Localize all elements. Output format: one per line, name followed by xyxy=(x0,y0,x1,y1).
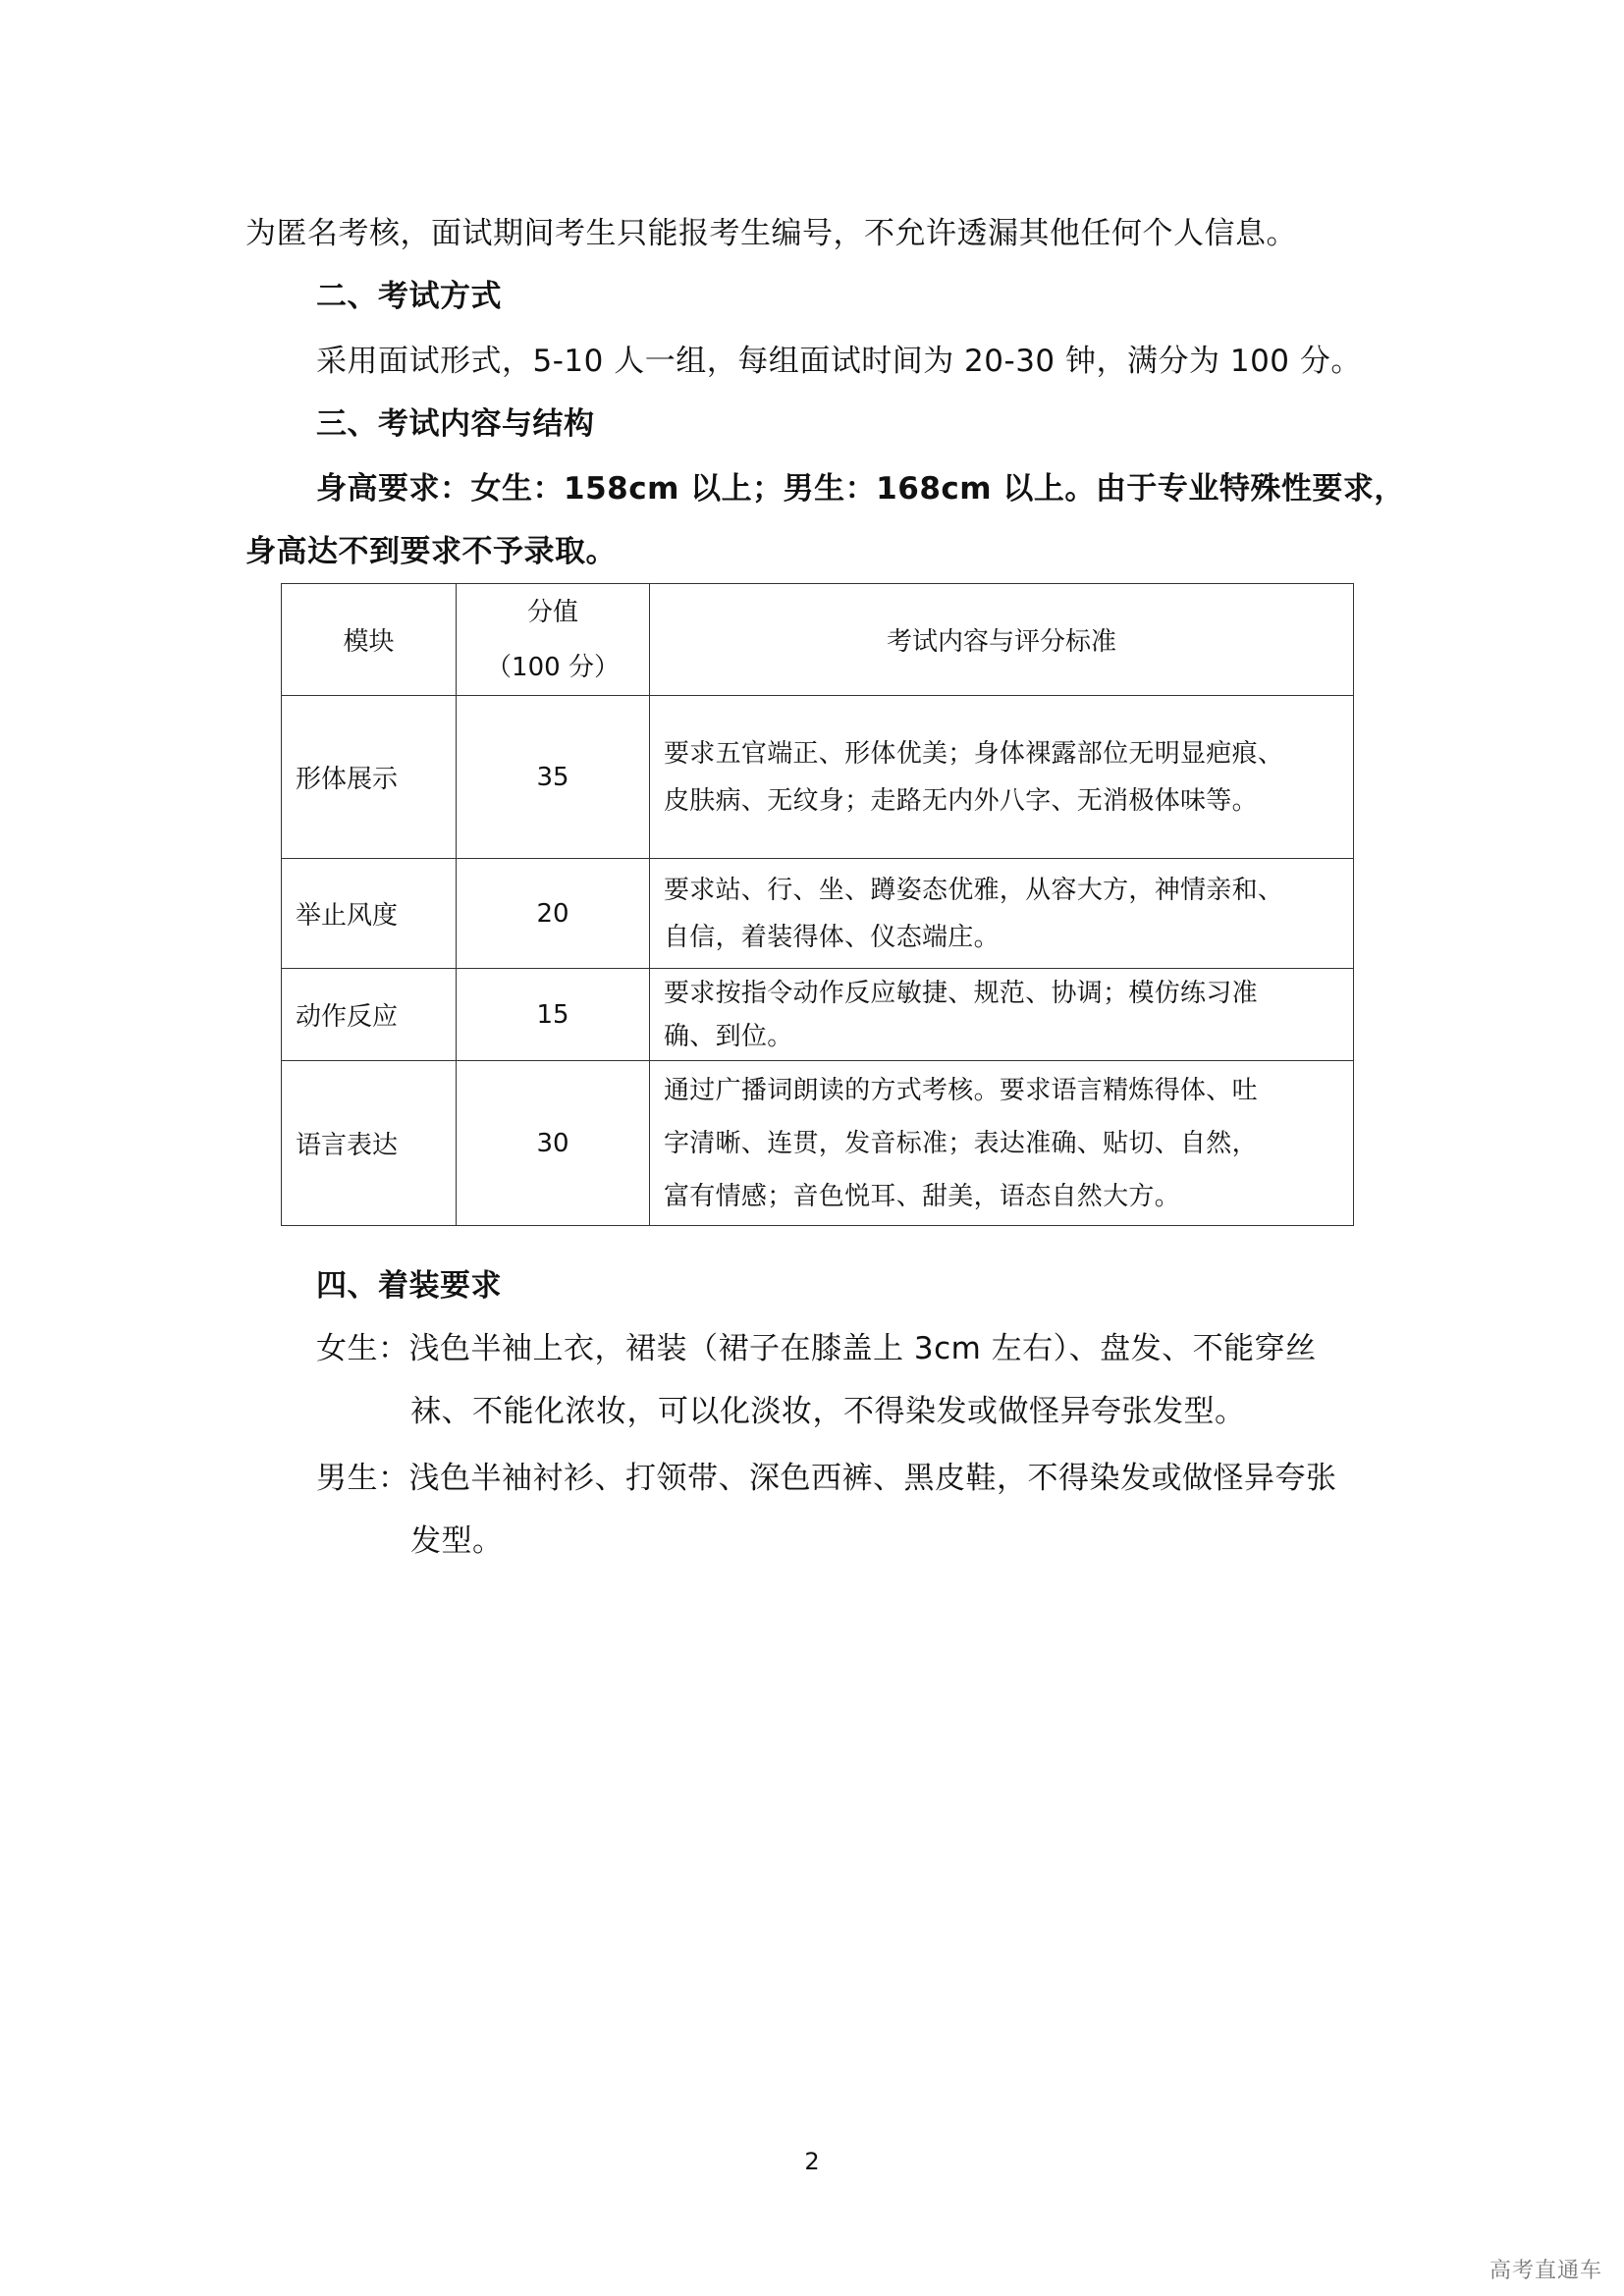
row-module: 形体展示 xyxy=(282,696,457,859)
row-content-line: 确、到位。 xyxy=(664,1021,793,1051)
exam-method-paragraph: 采用面试形式，5-10 人一组，每组面试时间为 20-30 钟，满分为 100 分。 xyxy=(316,344,1362,379)
header-score-total: （100 分） xyxy=(486,652,620,682)
row-content-line: 富有情感；音色悦耳、甜美，语态自然大方。 xyxy=(664,1181,1181,1211)
section-heading-exam-content: 三、考试内容与结构 xyxy=(316,406,595,442)
row-content-line: 皮肤病、无纹身；走路无内外八字、无消极体味等。 xyxy=(664,785,1258,816)
row-module: 举止风度 xyxy=(282,859,457,969)
row-score: 15 xyxy=(457,969,650,1061)
table-row xyxy=(282,696,1354,859)
watermark-text: 高考直通车 xyxy=(1489,2259,1602,2283)
row-score: 20 xyxy=(457,859,650,969)
row-score: 35 xyxy=(457,696,650,859)
row-score: 30 xyxy=(457,1061,650,1226)
row-content xyxy=(650,969,1354,1061)
row-content-line: 自信，着装得体、仪态端庄。 xyxy=(664,922,1000,952)
row-content-line: 要求按指令动作反应敏捷、规范、协调；模仿练习准 xyxy=(664,978,1258,1008)
height-requirement-line1: 身高要求：女生：158cm 以上；男生：168cm 以上。由于专业特殊性要求， xyxy=(316,471,1405,507)
row-content-line: 要求站、行、坐、蹲姿态优雅，从容大方，神情亲和、 xyxy=(664,875,1284,905)
header-content: 考试内容与评分标准 xyxy=(650,584,1354,696)
row-content xyxy=(650,1061,1354,1226)
table-row xyxy=(282,859,1354,969)
row-content-line: 要求五官端正、形体优美；身体裸露部位无明显疤痕、 xyxy=(664,738,1284,769)
scoring-table xyxy=(281,583,1354,1226)
header-score xyxy=(457,584,650,696)
intro-paragraph-line: 为匿名考核，面试期间考生只能报考生编号，不允许透漏其他任何个人信息。 xyxy=(245,216,1297,251)
header-score-label: 分值 xyxy=(526,597,578,627)
row-content xyxy=(650,696,1354,859)
page-number: 2 xyxy=(804,2148,820,2175)
table-header-row xyxy=(282,584,1354,696)
dress-code-male-line1: 男生：浅色半袖衬衫、打领带、深色西裤、黑皮鞋，不得染发或做怪异夸张 xyxy=(316,1461,1337,1496)
section-heading-exam-method: 二、考试方式 xyxy=(316,279,502,314)
row-content-line: 通过广播词朗读的方式考核。要求语言精炼得体、吐 xyxy=(664,1075,1258,1105)
table-row xyxy=(282,1061,1354,1226)
height-requirement-line2: 身高达不到要求不予录取。 xyxy=(245,534,617,569)
dress-code-male-line2: 发型。 xyxy=(410,1523,504,1559)
row-module: 语言表达 xyxy=(282,1061,457,1226)
dress-code-female-line2: 袜、不能化浓妆，可以化淡妆，不得染发或做怪异夸张发型。 xyxy=(410,1394,1246,1429)
row-module: 动作反应 xyxy=(282,969,457,1061)
dress-code-female-line1: 女生：浅色半袖上衣，裙装（裙子在膝盖上 3cm 左右）、盘发、不能穿丝 xyxy=(316,1331,1317,1366)
row-content xyxy=(650,859,1354,969)
row-content-line: 字清晰、连贯，发音标准；表达准确、贴切、自然， xyxy=(664,1128,1258,1158)
header-module: 模块 xyxy=(282,584,457,696)
table-row xyxy=(282,969,1354,1061)
section-heading-dress-code: 四、着装要求 xyxy=(316,1268,502,1304)
